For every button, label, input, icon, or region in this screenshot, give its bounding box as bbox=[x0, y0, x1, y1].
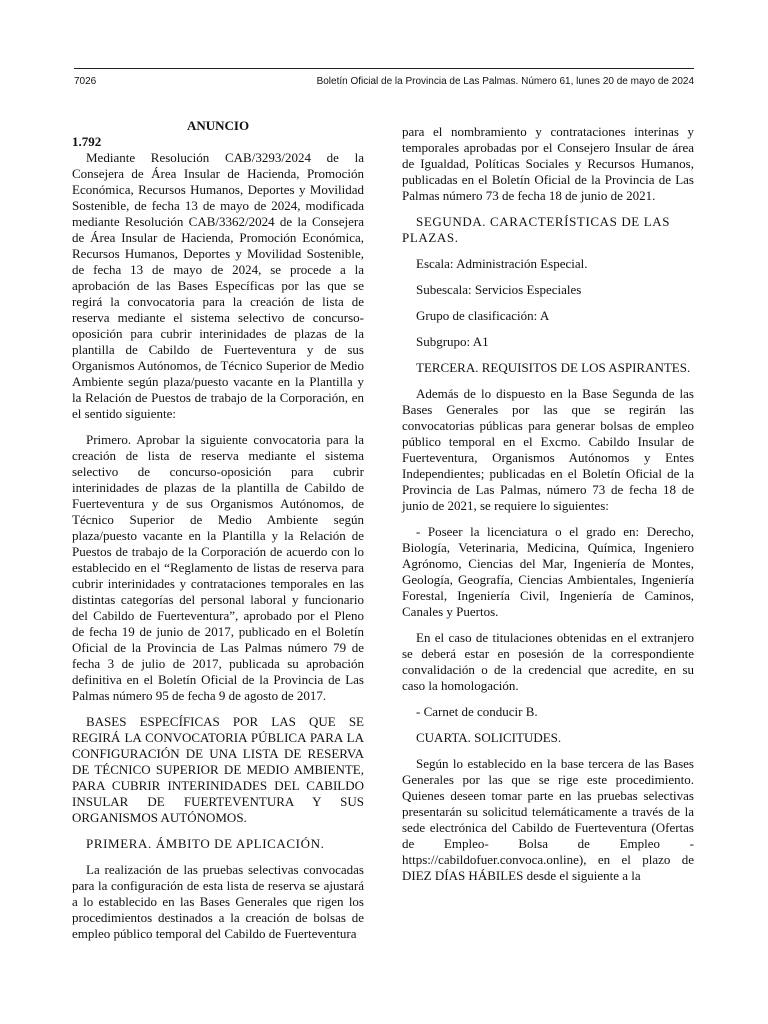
paragraph-extranjero: En el caso de titulaciones obtenidas en el extranjero se deberá estar en posesión de la correspondiente convalidación o de la credencial que acredite, en su caso la homologación. bbox=[402, 630, 694, 693]
announcement-number: 1.792 bbox=[72, 134, 102, 149]
announcement-title: ANUNCIO bbox=[186, 118, 250, 133]
item-subescala: Subescala: Servicios Especiales bbox=[416, 282, 582, 297]
paragraph-ambito: La realización de las pruebas selectivas convocadas para la configuración de esta lista de reserva se ajustará a lo establecido en las Bases Generales que rigen los procedimientos destinados a la creación de bolsas de empleo público temporal del Cabildo de Fuerteventura bbox=[72, 862, 364, 941]
paragraph-primero: Primero. Aprobar la siguiente convocatoria para la creación de lista de reserva mediante el sistema selectivo de concurso-oposición para cubrir interinidades de plazas de la plantilla de Cabildo de Fuerteventura y de sus Organismos Autónomos, de Técnico Superior de Medio Ambiente según plaza/puesto vacante en la Plantilla y la Relación de Puestos de trabajo de la Corporación de acuerdo con lo establecido en el “Reglamento de listas de reserva para cubrir interinidades y contrataciones temporales en las distintas categorías del personal laboral y funcionario del Cabildo de Fuerteventura”, aprobado por el Pleno de fecha 19 de junio de 2017, publicado en el Boletín Oficial de la Provincia de Las Palmas número 79 de fecha 3 de julio de 2017, publicada su aprobación definitiva en el Boletín Oficial de la Provincia de Las Palmas número 95 de fecha 9 de agosto de 2017. bbox=[72, 432, 364, 703]
heading-cuarta: CUARTA. SOLICITUDES. bbox=[416, 730, 562, 745]
right-column bbox=[402, 124, 694, 894]
item-grupo: Grupo de clasificación: A bbox=[416, 308, 550, 323]
item-carnet: - Carnet de conducir B. bbox=[416, 704, 538, 719]
paragraph-resolution: Mediante Resolución CAB/3293/2024 de la Consejera de Área Insular de Hacienda, Promoción Económica, Recursos Humanos, Deportes y Movilidad Sostenible, de fecha 13 de mayo de 2024, modificada mediante Resolución CAB/3362/2024 de la Consejera de Área Insular de Hacienda, Promoción Económica, Recursos Humanos, Deportes y Movilidad Sostenible, de fecha 13 de mayo de 2024, se procede a la aprobación de las Bases Específicas por las que se regirá la convocatoria para la creación de lista de reserva mediante el sistema selectivo de concurso-oposición para cubrir interinidades de plazas de la plantilla de Cabildo de Fuerteventura y de sus Organismos Autónomos, de Técnico Superior de Medio Ambiente según plaza/puesto vacante en la Plantilla y la Relación de Puestos de trabajo de la Corporación, en el sentido siguiente: bbox=[72, 150, 364, 421]
heading-segunda: SEGUNDA. CARACTERÍSTICAS DE LAS PLAZAS. bbox=[402, 214, 671, 245]
heading-primera: PRIMERA. ÁMBITO DE APLICACIÓN. bbox=[86, 836, 325, 851]
item-titulacion: - Poseer la licenciatura o el grado en: Derecho, Biología, Veterinaria, Medicina, Química, Ingeniero Agrónomo, Ciencias del Mar, Ingeniería de Montes, Geología, Geografía, Ciencias Ambientales, Ingeniería Forestal, Ingeniería Civil, Ingeniería de Caminos, Canales y Puertos. bbox=[402, 524, 694, 619]
publication-title: Boletín Oficial de la Provincia de Las Palmas. Número 61, lunes 20 de mayo de 2024 bbox=[316, 76, 694, 87]
left-column bbox=[72, 118, 364, 952]
item-subgrupo: Subgrupo: A1 bbox=[416, 334, 489, 349]
paragraph-continuation: para el nombramiento y contrataciones interinas y temporales aprobadas por el Consejero Insular de área de Igualdad, Políticas Sociales y Recursos Humanos, publicadas en el Boletín Oficial de la Provincia de Las Palmas número 73 de fecha 18 de junio de 2021. bbox=[402, 124, 694, 203]
page-header bbox=[74, 76, 694, 87]
item-escala: Escala: Administración Especial. bbox=[416, 256, 588, 271]
heading-tercera: TERCERA. REQUISITOS DE LOS ASPIRANTES. bbox=[416, 360, 691, 375]
paragraph-bases-title: BASES ESPECÍFICAS POR LAS QUE SE REGIRÁ LA CONVOCATORIA PÚBLICA PARA LA CONFIGURACIÓN DE UNA LISTA DE RESERVA DE TÉCNICO SUPERIOR DE MEDIO AMBIENTE, PARA CUBRIR INTERINIDADES DEL CABILDO INSULAR DE FUERTEVENTURA Y SUS ORGANISMOS AUTÓNOMOS. bbox=[72, 714, 364, 825]
paragraph-solicitudes: Según lo establecido en la base tercera de las Bases Generales por las que se rige este procedimiento. Quienes deseen tomar parte en las pruebas selectivas presentarán su solicitud telemáticamente a través de la sede electrónica del Cabildo de Fuerteventura (Ofertas de Empleo- Bolsa de Empleo - https://cabildofuer.convoca.online), en el plazo de DIEZ DÍAS HÁBILES desde el siguiente a la bbox=[402, 756, 694, 883]
paragraph-requisitos: Además de lo dispuesto en la Base Segunda de las Bases Generales por las que se regirán las convocatorias públicas para generar bolsas de empleo público temporal en el Excmo. Cabildo Insular de Fuerteventura, Organismos Autónomos y Entes Independientes; publicadas en el Boletín Oficial de la Provincia de Las Palmas, número 73 de fecha 18 de junio de 2021, se requiere lo siguientes: bbox=[402, 386, 694, 513]
header-rule bbox=[74, 68, 694, 69]
page-number: 7026 bbox=[74, 76, 97, 87]
